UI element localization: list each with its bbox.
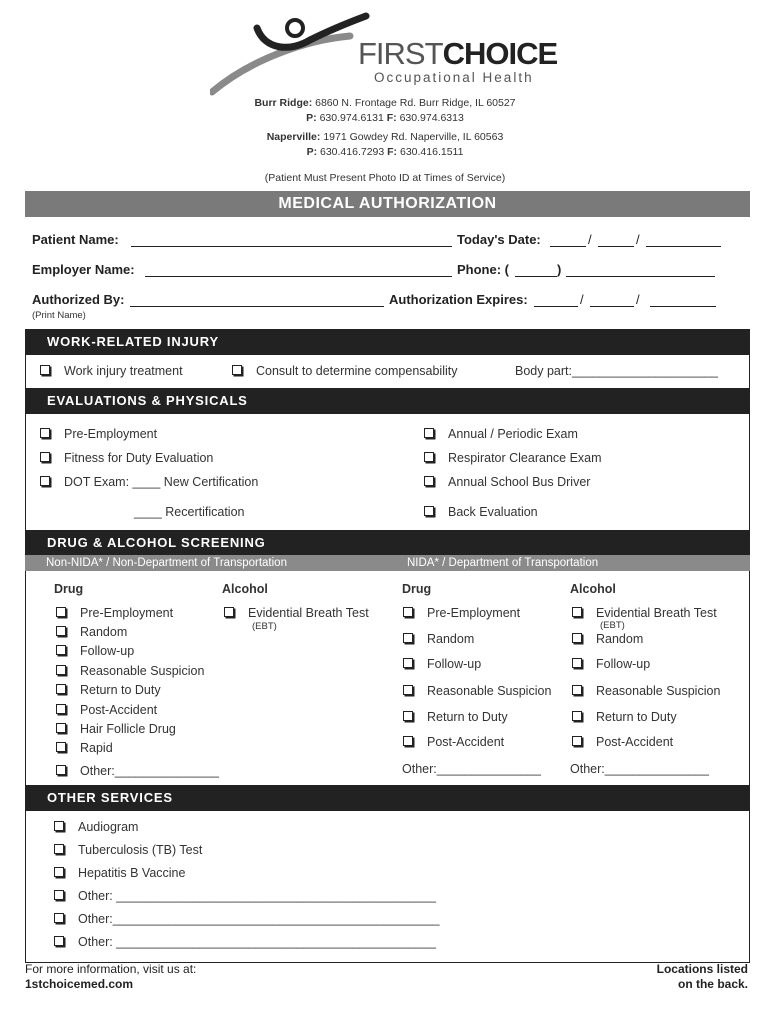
left-drug-item[interactable]: Random	[56, 625, 127, 639]
nida-label: NIDA* / Department of Transportation	[407, 557, 599, 569]
right-alcohol-item[interactable]: Return to Duty	[572, 710, 677, 724]
todays-date-label: Today's Date:	[457, 232, 541, 247]
footer-locations-1: Locations listed	[656, 962, 748, 976]
checkbox-icon[interactable]	[424, 452, 434, 462]
right-drug-item[interactable]: Reasonable Suspicion	[403, 684, 551, 698]
non-nida-label: Non-NIDA* / Non-Department of Transportation	[46, 557, 287, 569]
checkbox-icon[interactable]	[56, 607, 66, 617]
left-drug-item[interactable]: Rapid	[56, 741, 113, 755]
checkbox-icon[interactable]	[224, 607, 234, 617]
left-drug-item[interactable]: Reasonable Suspicion	[56, 664, 204, 678]
checkbox-icon[interactable]	[572, 736, 582, 746]
right-ebt-abbr: (EBT)	[600, 620, 625, 631]
left-drug-item[interactable]: Post-Accident	[56, 703, 157, 717]
phone-area-field[interactable]	[515, 276, 557, 277]
right-alcohol-item[interactable]: Random	[572, 632, 643, 646]
checkbox-icon[interactable]	[56, 704, 66, 714]
eval-dot-exam[interactable]: DOT Exam: ____ New Certification	[40, 475, 258, 489]
work-injury-heading: WORK-RELATED INJURY	[25, 329, 750, 355]
print-name-note: (Print Name)	[32, 310, 86, 321]
right-drug-header: Drug	[402, 582, 432, 596]
burr-ridge-phone: P: 630.974.6131 F: 630.974.6313	[306, 112, 464, 124]
right-alcohol-header: Alcohol	[570, 582, 616, 596]
naperville-phone: P: 630.416.7293 F: 630.416.1511	[306, 146, 464, 158]
eval-annual[interactable]: Annual / Periodic Exam	[424, 427, 578, 441]
brand-name	[358, 36, 557, 72]
right-drug-item[interactable]: Follow-up	[403, 657, 481, 671]
checkbox-icon[interactable]	[56, 765, 66, 775]
checkbox-icon[interactable]	[54, 890, 64, 900]
checkbox-icon[interactable]	[403, 633, 413, 643]
checkbox-icon[interactable]	[424, 428, 434, 438]
photo-id-notice: (Patient Must Present Photo ID at Times of Service)	[264, 172, 506, 184]
checkbox-icon[interactable]	[403, 607, 413, 617]
right-drug-item[interactable]: Random	[403, 632, 474, 646]
phone-label: Phone: (	[457, 262, 509, 277]
authorized-by-field[interactable]	[130, 306, 384, 307]
right-alcohol-item[interactable]: Evidential Breath Test	[572, 606, 717, 620]
brand-tagline: Occupational Health	[374, 70, 534, 85]
checkbox-icon[interactable]	[572, 633, 582, 643]
left-drug-item[interactable]: Return to Duty	[56, 683, 161, 697]
checkbox-icon[interactable]	[40, 452, 50, 462]
patient-name-field[interactable]	[131, 246, 452, 247]
right-alcohol-other[interactable]: Other:_______________	[570, 762, 710, 776]
phone-number-field[interactable]	[566, 276, 715, 277]
left-drug-item[interactable]: Hair Follicle Drug	[56, 722, 176, 736]
eval-school-bus[interactable]: Annual School Bus Driver	[424, 475, 590, 489]
checkbox-icon[interactable]	[232, 365, 242, 375]
consult-compensability-option[interactable]: Consult to determine compensability	[232, 364, 458, 378]
eval-pre-employment[interactable]: Pre-Employment	[40, 427, 157, 441]
checkbox-icon[interactable]	[403, 685, 413, 695]
naperville-address: Naperville: 1971 Gowdey Rd. Naperville, IL 60563	[266, 131, 504, 143]
date-day-field[interactable]	[598, 246, 634, 247]
brand-first: FIRST	[358, 36, 443, 71]
burr-ridge-address: Burr Ridge: 6860 N. Frontage Rd. Burr Ridge, IL 60527	[254, 97, 516, 109]
eval-fitness[interactable]: Fitness for Duty Evaluation	[40, 451, 213, 465]
eval-back[interactable]: Back Evaluation	[424, 505, 538, 519]
left-drug-item[interactable]: Follow-up	[56, 644, 134, 658]
left-drug-header: Drug	[54, 582, 84, 596]
date-year-field[interactable]	[646, 246, 721, 247]
checkbox-icon[interactable]	[424, 506, 434, 516]
checkbox-icon[interactable]	[54, 867, 64, 877]
checkbox-icon[interactable]	[572, 685, 582, 695]
footer-locations-2: on the back.	[677, 977, 748, 991]
checkbox-icon[interactable]	[424, 476, 434, 486]
other-service-item[interactable]: Audiogram	[54, 820, 138, 834]
checkbox-icon[interactable]	[403, 711, 413, 721]
eval-respirator[interactable]: Respirator Clearance Exam	[424, 451, 602, 465]
checkbox-icon[interactable]	[572, 607, 582, 617]
other-service-item[interactable]: Other:_______________________________________________	[54, 912, 439, 926]
right-alcohol-item[interactable]: Reasonable Suspicion	[572, 684, 720, 698]
other-service-item[interactable]: Other: ______________________________________________	[54, 935, 436, 949]
right-drug-item[interactable]: Return to Duty	[403, 710, 508, 724]
checkbox-icon[interactable]	[40, 428, 50, 438]
checkbox-icon[interactable]	[54, 936, 64, 946]
right-alcohol-item[interactable]: Follow-up	[572, 657, 650, 671]
brand-choice: CHOICE	[442, 36, 558, 71]
checkbox-icon[interactable]	[56, 742, 66, 752]
checkbox-icon[interactable]	[572, 711, 582, 721]
other-services-heading: OTHER SERVICES	[25, 785, 750, 811]
checkbox-icon[interactable]	[403, 736, 413, 746]
form-title: MEDICAL AUTHORIZATION	[25, 191, 750, 217]
checkbox-icon[interactable]	[40, 365, 50, 375]
other-service-item[interactable]: Tuberculosis (TB) Test	[54, 843, 202, 857]
left-alcohol-header: Alcohol	[222, 582, 268, 596]
evaluations-heading: EVALUATIONS & PHYSICALS	[25, 388, 750, 414]
auth-expires-label: Authorization Expires:	[389, 292, 528, 307]
expires-month-field[interactable]	[534, 306, 578, 307]
checkbox-icon[interactable]	[56, 665, 66, 675]
left-drug-item[interactable]: Pre-Employment	[56, 606, 173, 620]
expires-year-field[interactable]	[650, 306, 716, 307]
work-injury-treatment-option[interactable]: Work injury treatment	[40, 364, 183, 378]
checkbox-icon[interactable]	[56, 723, 66, 733]
checkbox-icon[interactable]	[572, 658, 582, 668]
left-ebt-abbr: (EBT)	[252, 621, 277, 632]
checkbox-icon[interactable]	[403, 658, 413, 668]
eval-recertification[interactable]: ____ Recertification	[134, 505, 245, 519]
checkbox-icon[interactable]	[40, 476, 50, 486]
right-drug-item[interactable]: Post-Accident	[403, 735, 504, 749]
checkbox-icon[interactable]	[54, 844, 64, 854]
footer-info: For more information, visit us at:	[25, 962, 197, 976]
right-alcohol-item[interactable]: Post-Accident	[572, 735, 673, 749]
checkbox-icon[interactable]	[56, 645, 66, 655]
right-drug-other[interactable]: Other:_______________	[402, 762, 542, 776]
expires-day-field[interactable]	[590, 306, 634, 307]
employer-name-label: Employer Name:	[32, 262, 135, 277]
right-drug-item[interactable]: Pre-Employment	[403, 606, 520, 620]
patient-name-label: Patient Name:	[32, 232, 119, 247]
checkbox-icon[interactable]	[54, 913, 64, 923]
body-part-field[interactable]: Body part:_____________________	[515, 364, 718, 378]
checkbox-icon[interactable]	[54, 821, 64, 831]
checkbox-icon[interactable]	[56, 626, 66, 636]
other-service-item[interactable]: Other: ______________________________________________	[54, 889, 436, 903]
company-logo	[210, 10, 370, 100]
checkbox-icon[interactable]	[56, 684, 66, 694]
left-alcohol-ebt[interactable]: Evidential Breath Test	[224, 606, 369, 620]
left-drug-other[interactable]: Other:_______________	[56, 764, 219, 778]
other-service-item[interactable]: Hepatitis B Vaccine	[54, 866, 185, 880]
footer-website-link[interactable]: 1stchoicemed.com	[25, 977, 134, 991]
date-month-field[interactable]	[550, 246, 586, 247]
authorized-by-label: Authorized By:	[32, 292, 125, 307]
employer-name-field[interactable]	[145, 276, 452, 277]
drug-alcohol-heading: DRUG & ALCOHOL SCREENING	[25, 530, 750, 556]
